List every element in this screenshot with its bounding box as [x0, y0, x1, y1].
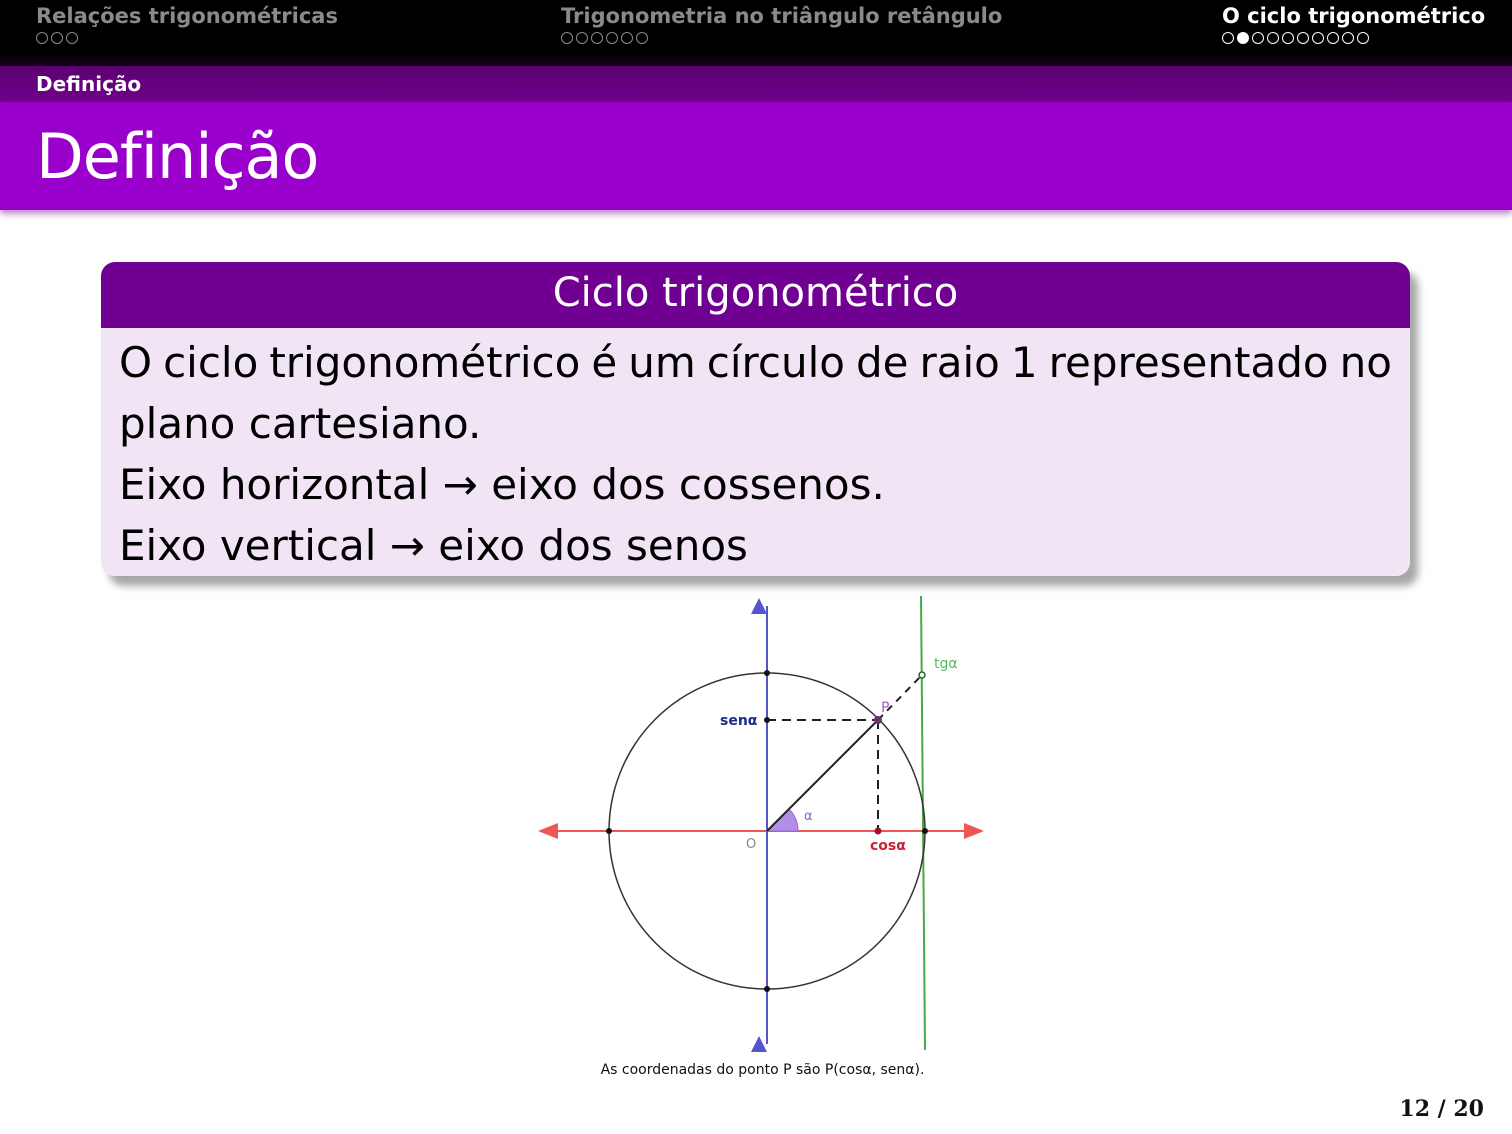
nav-frame-dot[interactable]: [1222, 32, 1234, 44]
definition-line-2: plano cartesiano.: [119, 399, 482, 448]
nav-frame-dot[interactable]: [576, 32, 588, 44]
figure-caption: As coordenadas do ponto P são P(cosα, senα).: [600, 1062, 925, 1078]
definition-line-3: Eixo horizontal → eixo dos cossenos.: [119, 460, 885, 509]
point-right: [922, 828, 928, 834]
nav-frame-dot[interactable]: [591, 32, 603, 44]
definition-word: de: [855, 338, 909, 387]
nav-section-title[interactable]: O ciclo trigonométrico: [1222, 4, 1486, 28]
block-title: Ciclo trigonométrico: [552, 270, 959, 316]
nav-frame-dot[interactable]: [1237, 32, 1249, 44]
point-sin: [764, 717, 770, 723]
nav-frame-dot[interactable]: [1267, 32, 1279, 44]
definition-word: representado: [1048, 338, 1329, 387]
point-p: [874, 716, 882, 724]
definition-word: O: [119, 338, 153, 387]
definition-word: é: [591, 338, 618, 387]
nav-frame-dot[interactable]: [1357, 32, 1369, 44]
nav-frame-dot[interactable]: [66, 32, 78, 44]
point-top: [764, 670, 770, 676]
page-number: 12 / 20: [1399, 1096, 1484, 1122]
point-left: [606, 828, 612, 834]
nav-frame-dot[interactable]: [606, 32, 618, 44]
subsection-bar: [0, 66, 1512, 102]
cos-label: cosα: [870, 838, 906, 854]
nav-frame-dot[interactable]: [1327, 32, 1339, 44]
nav-frame-dot[interactable]: [636, 32, 648, 44]
unit-circle-figure: [530, 592, 1000, 1062]
nav-dots: [561, 32, 1002, 44]
nav-section-relacoes[interactable]: [36, 4, 338, 44]
nav-frame-dot[interactable]: [621, 32, 633, 44]
nav-frame-dot[interactable]: [51, 32, 63, 44]
block-header: [101, 262, 1410, 328]
sin-label: senα: [720, 713, 758, 729]
section-navigation: [0, 0, 1512, 66]
definition-word: no: [1339, 338, 1392, 387]
definition-block: [101, 262, 1410, 576]
definition-word: círculo: [706, 338, 845, 387]
block-body: [101, 328, 1410, 576]
definition-word: raio: [919, 338, 1000, 387]
point-bottom: [764, 986, 770, 992]
frame-title: Definição: [36, 120, 319, 193]
nav-section-triangulo[interactable]: [561, 4, 1002, 44]
tan-label: tgα: [934, 656, 958, 672]
nav-frame-dot[interactable]: [1342, 32, 1354, 44]
nav-frame-dot[interactable]: [1252, 32, 1264, 44]
nav-dots: [1222, 32, 1485, 44]
definition-word: 1: [1010, 338, 1038, 387]
definition-word: ciclo: [163, 338, 259, 387]
radius-op: [767, 720, 878, 831]
origin-label: O: [746, 837, 757, 852]
nav-frame-dot[interactable]: [1282, 32, 1294, 44]
nav-section-ciclo[interactable]: [1222, 4, 1485, 44]
nav-section-title[interactable]: Trigonometria no triângulo retângulo: [561, 4, 1003, 28]
angle-label: α: [804, 809, 813, 824]
nav-dots: [36, 32, 338, 44]
point-tan: [919, 672, 925, 678]
nav-frame-dot[interactable]: [561, 32, 573, 44]
definition-word: um: [628, 338, 696, 387]
nav-frame-dot[interactable]: [1297, 32, 1309, 44]
definition-line-4: Eixo vertical → eixo dos senos: [119, 521, 748, 570]
definition-line-1: [119, 332, 1392, 393]
nav-frame-dot[interactable]: [36, 32, 48, 44]
nav-section-title[interactable]: Relações trigonométricas: [36, 4, 338, 28]
point-cos: [875, 828, 882, 835]
definition-word: trigonométrico: [269, 338, 581, 387]
nav-frame-dot[interactable]: [1312, 32, 1324, 44]
frame-title-bar: [0, 102, 1512, 210]
subsection-title[interactable]: Definição: [36, 72, 142, 96]
point-p-label: P: [881, 700, 890, 716]
